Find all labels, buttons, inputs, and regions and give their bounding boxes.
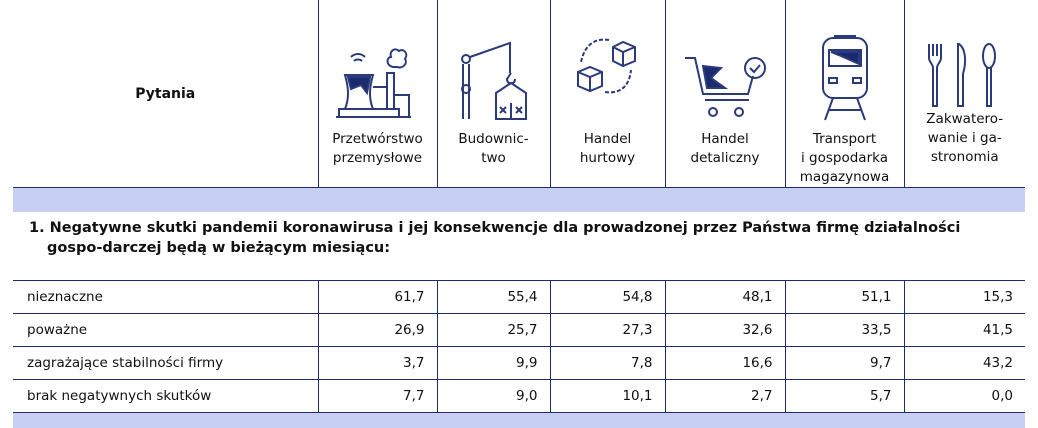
cell-value: 26,9: [318, 314, 437, 347]
cell-value: 55,4: [437, 281, 550, 314]
cell-value: 41,5: [904, 314, 1025, 347]
cell-value: 32,6: [665, 314, 785, 347]
cell-value: 16,6: [665, 347, 785, 380]
row-label: nieznaczne: [13, 281, 318, 314]
footer-band: [13, 413, 1025, 428]
cell-value: 54,8: [550, 281, 665, 314]
column-header-industry: [318, 0, 437, 188]
column-label: detaliczny: [690, 150, 760, 166]
cutlery-icon: [905, 40, 1026, 108]
cell-value: 7,8: [550, 347, 665, 380]
column-label: magazynowa: [799, 169, 890, 185]
cell-value: 33,5: [785, 314, 904, 347]
table-row: [13, 281, 1025, 314]
column-label: Handel: [701, 131, 749, 147]
cell-value: 9,7: [785, 347, 904, 380]
train-icon: [786, 30, 904, 122]
table-row: [13, 347, 1025, 380]
factory-icon: [319, 30, 437, 122]
column-label: stronomia: [930, 149, 999, 165]
cell-value: 27,3: [550, 314, 665, 347]
cell-value: 48,1: [665, 281, 785, 314]
cell-value: 10,1: [550, 380, 665, 413]
section-header-row: [13, 212, 1025, 281]
shopping-cart-icon: [666, 30, 785, 122]
separator-band: [13, 188, 1025, 213]
column-header-wholesale: [550, 0, 665, 188]
column-label: i gospodarka: [801, 150, 888, 166]
column-label: przemysłowe: [332, 150, 423, 166]
column-label: Budownic-: [458, 131, 529, 147]
boxes-exchange-icon: [551, 30, 665, 122]
column-label: hurtowy: [579, 150, 636, 166]
column-header-transport: [785, 0, 904, 188]
cell-value: 9,0: [437, 380, 550, 413]
column-label: Handel: [583, 131, 632, 147]
column-label: two: [481, 150, 506, 166]
row-label: brak negatywnych skutków: [13, 380, 318, 413]
row-label: zagrażające stabilności firmy: [13, 347, 318, 380]
cell-value: 2,7: [665, 380, 785, 413]
cell-value: 61,7: [318, 281, 437, 314]
cell-value: 5,7: [785, 380, 904, 413]
cell-value: 0,0: [904, 380, 1025, 413]
cell-value: 25,7: [437, 314, 550, 347]
column-header-retail: [665, 0, 785, 188]
crane-icon: [438, 30, 550, 122]
table-row: [13, 380, 1025, 413]
section-title: 1. Negatywne skutki pandemii koronawirusa i jej konsekwencje dla prowadzonej przez Państwa firmę działalności gospo-darczej będą w bieżącym miesiącu:: [29, 220, 961, 256]
table-row: [13, 314, 1025, 347]
cell-value: 51,1: [785, 281, 904, 314]
cell-value: 43,2: [904, 347, 1025, 380]
row-label: poważne: [13, 314, 318, 347]
cell-value: 3,7: [318, 347, 437, 380]
column-label: wanie i ga-: [927, 130, 1002, 146]
column-label: Transport: [812, 131, 877, 147]
column-header-construction: [437, 0, 550, 188]
column-label: Zakwatero-: [926, 111, 1004, 127]
header-row: [13, 0, 1025, 188]
column-label: Przetwórstwo: [332, 131, 423, 147]
cell-value: 9,9: [437, 347, 550, 380]
cell-value: 15,3: [904, 281, 1025, 314]
survey-table: [13, 0, 1025, 428]
questions-header: Pytania: [135, 85, 196, 102]
column-header-hospitality: [904, 0, 1025, 188]
cell-value: 7,7: [318, 380, 437, 413]
